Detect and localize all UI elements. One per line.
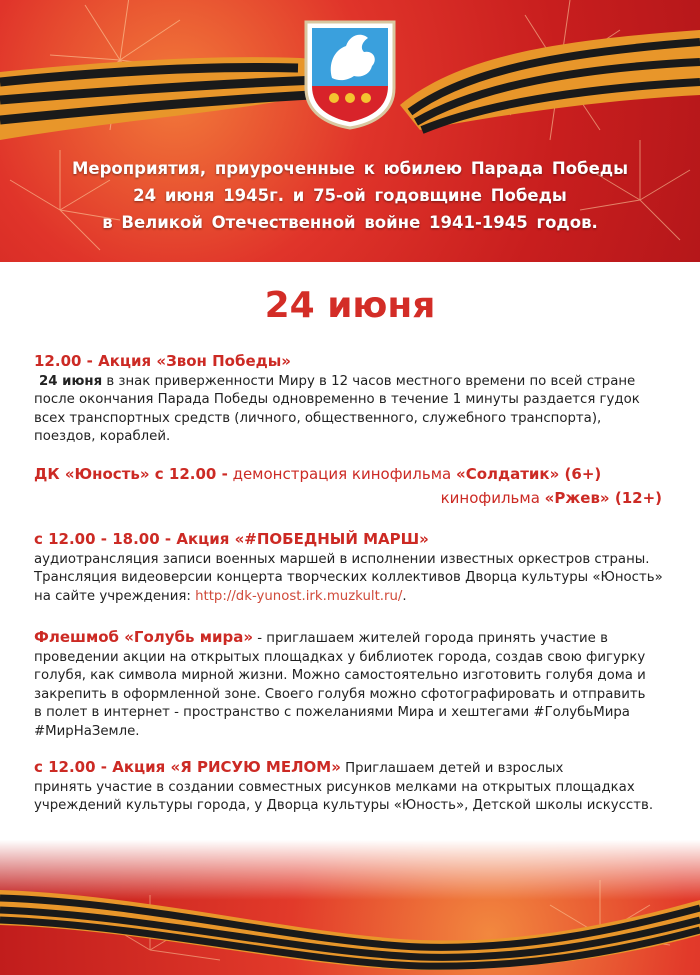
- title-line: Мероприятия, приуроченные к юбилею Парада Победы: [71, 159, 629, 178]
- coat-of-arms-icon: [304, 20, 396, 130]
- event-text: #МирНаЗемле.: [34, 723, 140, 739]
- event-text: учреждений культуры города, у Дворца культуры «Юность», Детской школы искусств.: [34, 798, 654, 813]
- event-heading: с 12.00 - Акция «Я РИСУЮ МЕЛОМ»: [34, 758, 341, 776]
- event-heading: ДК «Юность» с 12.00 -: [34, 465, 228, 483]
- event-text: голубя, как символа мирной жизни. Можно самостоятельно изготовить голубя дома и: [34, 668, 646, 683]
- event-text: поездов, кораблей.: [34, 429, 171, 444]
- header-title: [20, 155, 680, 236]
- film-title: «Солдатик» (6+): [456, 465, 602, 483]
- event-text: в полет в интернет - пространство с пожеланиями Мира и хештегами #ГолубьМира: [34, 705, 630, 720]
- event-text: проведении акции на открытых площадках у библиотек города, создав свою фигурку: [34, 649, 646, 665]
- event-text: кинофильма: [440, 489, 545, 507]
- event-block-zvon-pobedy: [34, 352, 674, 447]
- footer-banner: [0, 840, 700, 975]
- title-line: 24 июня 1945г. и 75-ой годовщине Победы: [133, 186, 567, 205]
- event-text: закрепить в оформленной зоне. Своего голубя можно сфотографировать и отправить: [34, 686, 646, 702]
- bold-lead: 24 июня: [39, 373, 103, 389]
- film-title: «Ржев» (12+): [544, 489, 662, 507]
- header-banner: [0, 0, 700, 262]
- event-block-pobedny-marsh: [34, 530, 674, 606]
- event-text: всех транспортных средств (личного, общественного, служебного транспорта),: [34, 410, 602, 426]
- event-text: после окончания Парада Победы одновременно в течение 1 минуты раздается гудок: [34, 392, 640, 407]
- event-text: аудиотрансляция записи военных маршей в исполнении известных оркестров страны.: [34, 551, 650, 567]
- event-block-golub-mira: [34, 628, 674, 741]
- event-date-heading: 24 июня: [264, 285, 436, 326]
- event-heading: с 12.00 - 18.00 - Акция «#ПОБЕДНЫЙ МАРШ»: [34, 530, 429, 548]
- event-text: .: [402, 588, 407, 604]
- event-heading: Флешмоб «Голубь мира»: [34, 628, 254, 646]
- site-link[interactable]: http://dk-yunost.irk.muzkult.ru/: [195, 588, 403, 604]
- event-text: Приглашаем детей и взрослых: [340, 761, 564, 776]
- event-block-ya-risuyu-melom: [34, 758, 674, 816]
- event-text: демонстрация кинофильма: [227, 465, 456, 483]
- event-text: принять участие в создании совместных рисунков мелками на открытых площадках: [34, 779, 635, 795]
- event-heading: 12.00 - Акция «Звон Победы»: [34, 352, 291, 370]
- event-text: - приглашаем жителей города принять участие в: [253, 631, 608, 646]
- st-george-ribbon-bottom: [0, 840, 700, 975]
- event-text: в знак приверженности Миру в 12 часов местного времени по всей стране: [102, 373, 636, 389]
- event-block-dk-yunost-films: [34, 462, 674, 510]
- title-line: в Великой Отечественной войне 1941-1945 годов.: [102, 213, 598, 232]
- event-text: Трансляция видеоверсии концерта творческих коллективов Дворца культуры «Юность»: [34, 570, 663, 585]
- event-text: на сайте учреждения:: [34, 588, 196, 604]
